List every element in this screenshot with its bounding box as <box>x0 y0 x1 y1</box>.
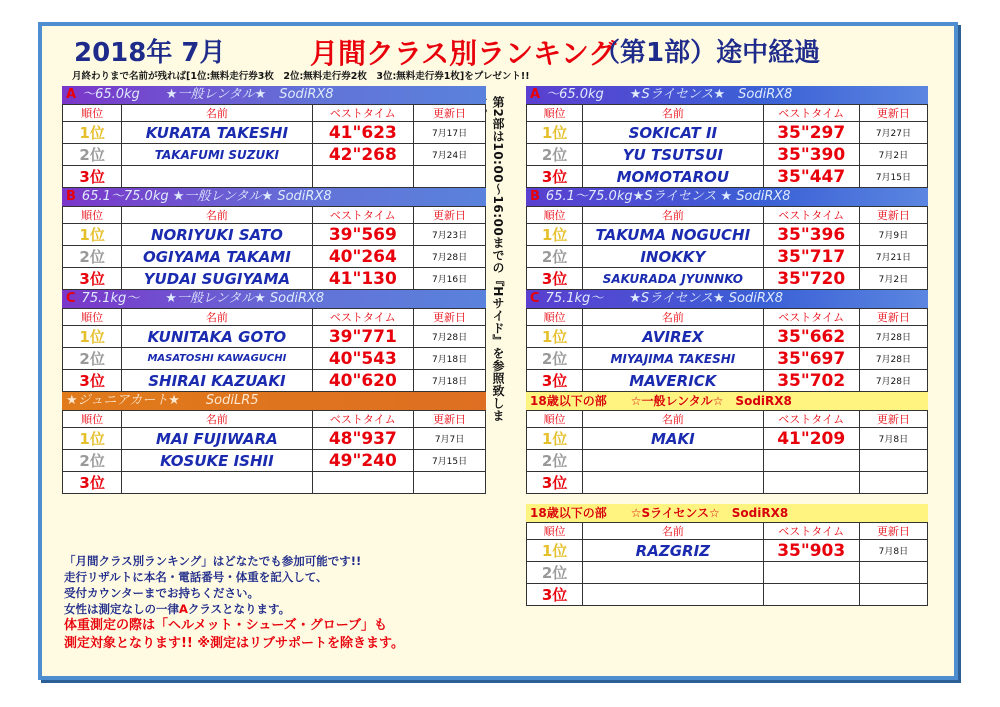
column-header-date: 更新日 <box>859 105 927 122</box>
right-rankings <box>526 86 928 606</box>
ranking-section <box>526 504 928 606</box>
cell-time <box>763 562 859 584</box>
table-row <box>527 246 928 268</box>
column-header-name: 名前 <box>583 523 763 540</box>
column-header-date: 更新日 <box>859 523 927 540</box>
cell-date: 7月8日 <box>859 428 927 450</box>
column-header-name: 名前 <box>122 411 312 428</box>
cell-time: 49"240 <box>312 450 414 472</box>
cell-time: 42"268 <box>312 144 414 166</box>
cell-time <box>763 584 859 606</box>
section-header <box>62 392 486 410</box>
cell-name: TAKAFUMI SUZUKI <box>122 144 312 166</box>
table-row <box>63 326 486 348</box>
cell-name <box>583 472 763 494</box>
cell-rank: 1位 <box>63 428 122 450</box>
cell-date: 7月2日 <box>859 268 927 290</box>
column-header-name: 名前 <box>583 105 763 122</box>
class-letter: B <box>66 189 76 204</box>
cell-name: SAKURADA JYUNNKO <box>583 268 763 290</box>
section-header <box>526 188 928 206</box>
title-main: 月間クラス別ランキング <box>310 37 617 70</box>
cell-time: 35"903 <box>763 540 859 562</box>
cell-date: 7月28日 <box>859 326 927 348</box>
prize-subtitle: 月終わりまで名前が残れば[1位:無料走行券3枚 2位:無料走行券2枚 3位:無料走行券1枚]をプレゼント!! <box>72 71 530 82</box>
cell-name: YUDAI SUGIYAMA <box>122 268 312 290</box>
cell-name <box>122 166 312 188</box>
cell-date: 7月28日 <box>414 246 486 268</box>
cell-rank: 3位 <box>63 370 122 392</box>
cell-date: 7月9日 <box>859 224 927 246</box>
column-header-rank: 順位 <box>527 207 583 224</box>
table-header-row <box>63 309 486 326</box>
cell-date: 7月8日 <box>859 540 927 562</box>
column-header-rank: 順位 <box>527 105 583 122</box>
table-header-row <box>63 105 486 122</box>
table-row <box>527 428 928 450</box>
cell-date: 7月15日 <box>859 166 927 188</box>
table-header-row <box>63 207 486 224</box>
cell-time: 40"543 <box>312 348 414 370</box>
section-label: 18歳以下の部 ☆一般レンタル☆ SodiRX8 <box>530 394 792 408</box>
cell-name: KOSUKE ISHII <box>122 450 312 472</box>
column-header-name: 名前 <box>122 105 312 122</box>
cell-date: 7月23日 <box>414 224 486 246</box>
note-line <box>64 601 504 617</box>
column-header-time: ベストタイム <box>312 105 414 122</box>
section-header <box>526 504 928 522</box>
cell-time: 40"620 <box>312 370 414 392</box>
cell-rank: 2位 <box>63 348 122 370</box>
section-header <box>526 290 928 308</box>
column-header-date: 更新日 <box>414 207 486 224</box>
class-letter: A <box>530 87 541 102</box>
cell-rank: 1位 <box>527 540 583 562</box>
cell-date: 7月17日 <box>414 122 486 144</box>
table-row <box>63 428 486 450</box>
cell-time <box>763 450 859 472</box>
cell-date: 7月15日 <box>414 450 486 472</box>
cell-date <box>859 562 927 584</box>
cell-name: SOKICAT II <box>583 122 763 144</box>
ranking-table <box>526 410 928 494</box>
table-row <box>63 122 486 144</box>
cell-time: 40"264 <box>312 246 414 268</box>
ranking-section <box>62 290 486 392</box>
cell-time: 35"396 <box>763 224 859 246</box>
cell-name: MAKI <box>583 428 763 450</box>
cell-name: TAKUMA NOGUCHI <box>583 224 763 246</box>
cell-date: 7月18日 <box>414 370 486 392</box>
cell-date <box>414 166 486 188</box>
column-header-date: 更新日 <box>859 207 927 224</box>
table-header-row <box>63 411 486 428</box>
section-label: 65.1～75.0kg ★一般レンタル★ SodiRX8 <box>81 189 332 204</box>
ranking-table <box>526 308 928 392</box>
cell-time: 35"717 <box>763 246 859 268</box>
cell-name: MAI FUJIWARA <box>122 428 312 450</box>
column-header-rank: 順位 <box>63 207 122 224</box>
cell-date: 7月28日 <box>414 326 486 348</box>
column-header-time: ベストタイム <box>763 411 859 428</box>
cell-name: OGIYAMA TAKAMI <box>122 246 312 268</box>
cell-rank: 2位 <box>63 246 122 268</box>
table-row <box>63 370 486 392</box>
section-label: ★ジュニアカート★ SodiLR5 <box>66 393 259 408</box>
cell-rank: 1位 <box>527 428 583 450</box>
column-header-rank: 順位 <box>527 411 583 428</box>
cell-rank: 3位 <box>527 472 583 494</box>
cell-name <box>122 472 312 494</box>
ranking-table <box>62 104 486 188</box>
cell-time: 35"297 <box>763 122 859 144</box>
cell-date: 7月24日 <box>414 144 486 166</box>
column-header-time: ベストタイム <box>312 411 414 428</box>
note-line: 受付カウンターまでお持ちください。 <box>64 586 260 600</box>
section-header <box>526 86 928 104</box>
column-header-rank: 順位 <box>63 309 122 326</box>
cell-rank: 3位 <box>63 268 122 290</box>
cell-name <box>583 584 763 606</box>
cell-name: MASATOSHI KAWAGUCHI <box>122 348 312 370</box>
cell-date: 7月2日 <box>859 144 927 166</box>
table-row <box>63 224 486 246</box>
column-header-time: ベストタイム <box>763 309 859 326</box>
class-letter: C <box>66 291 76 306</box>
cell-name: KURATA TAKESHI <box>122 122 312 144</box>
left-rankings <box>62 86 486 494</box>
table-row <box>527 540 928 562</box>
section-label: 65.1～75.0kg★Sライセンス ★ SodiRX8 <box>545 189 791 204</box>
table-row <box>527 450 928 472</box>
note-text: クラスとなります。 <box>187 602 291 616</box>
cell-time: 35"390 <box>763 144 859 166</box>
table-row <box>63 348 486 370</box>
cell-name: NORIYUKI SATO <box>122 224 312 246</box>
column-header-rank: 順位 <box>527 309 583 326</box>
column-header-date: 更新日 <box>859 411 927 428</box>
table-row <box>527 166 928 188</box>
column-header-date: 更新日 <box>414 105 486 122</box>
cell-name: AVIREX <box>583 326 763 348</box>
note-line: 「月間クラス別ランキング」はどなたでも参加可能です!! <box>64 554 362 568</box>
notes-block <box>64 553 504 653</box>
cell-time: 39"771 <box>312 326 414 348</box>
table-header-row <box>527 411 928 428</box>
cell-date: 7月28日 <box>859 348 927 370</box>
column-header-name: 名前 <box>583 207 763 224</box>
cell-rank: 1位 <box>63 224 122 246</box>
table-row <box>527 348 928 370</box>
table-row <box>63 268 486 290</box>
cell-date: 7月28日 <box>859 370 927 392</box>
note-text: 女性は測定なしの一律 <box>64 602 179 616</box>
cell-time: 39"569 <box>312 224 414 246</box>
table-row <box>63 246 486 268</box>
section-label: ～65.0kg ★一般レンタル★ SodiRX8 <box>82 87 334 102</box>
note-line: 走行リザルトに本名・電話番号・体重を記入して、 <box>64 570 328 584</box>
column-header-time: ベストタイム <box>763 523 859 540</box>
cell-time <box>763 472 859 494</box>
cell-name: INOKKY <box>583 246 763 268</box>
section-label: 18歳以下の部 ☆Sライセンス☆ SodiRX8 <box>530 506 789 520</box>
section-header <box>62 290 486 308</box>
table-row <box>527 326 928 348</box>
cell-rank: 2位 <box>63 450 122 472</box>
column-header-rank: 順位 <box>527 523 583 540</box>
column-header-time: ベストタイム <box>312 309 414 326</box>
cell-name: YU TSUTSUI <box>583 144 763 166</box>
cell-name <box>583 450 763 472</box>
column-header-name: 名前 <box>583 309 763 326</box>
title-part: （第1部）途中経過 <box>594 38 821 68</box>
table-header-row <box>527 523 928 540</box>
table-row <box>527 562 928 584</box>
cell-date <box>859 472 927 494</box>
cell-date: 7月21日 <box>859 246 927 268</box>
cell-date <box>859 450 927 472</box>
title-year: 2018年 7月 <box>74 38 226 68</box>
cell-rank: 2位 <box>527 246 583 268</box>
cell-time: 41"623 <box>312 122 414 144</box>
cell-date: 7月27日 <box>859 122 927 144</box>
cell-rank: 2位 <box>527 450 583 472</box>
cell-rank: 1位 <box>527 224 583 246</box>
ranking-table <box>62 410 486 494</box>
cell-time: 41"130 <box>312 268 414 290</box>
cell-name: MOMOTAROU <box>583 166 763 188</box>
table-row <box>527 584 928 606</box>
cell-date <box>859 584 927 606</box>
ranking-section <box>526 290 928 392</box>
column-header-rank: 順位 <box>63 411 122 428</box>
note-line: 測定対象となります!! ※測定はリブサポートを除きます。 <box>64 636 404 651</box>
section-label: 75.1kg～ ★Sライセンス★ SodiRX8 <box>545 291 784 306</box>
table-row <box>527 370 928 392</box>
column-header-date: 更新日 <box>859 309 927 326</box>
cell-rank: 2位 <box>63 144 122 166</box>
cell-rank: 3位 <box>527 584 583 606</box>
cell-rank: 1位 <box>63 326 122 348</box>
cell-time: 35"720 <box>763 268 859 290</box>
section-header <box>526 392 928 410</box>
cell-rank: 3位 <box>527 268 583 290</box>
note-class-letter: A <box>179 602 188 616</box>
column-header-date: 更新日 <box>414 411 486 428</box>
table-row <box>527 268 928 290</box>
class-letter: B <box>530 189 540 204</box>
cell-rank: 1位 <box>63 122 122 144</box>
ranking-section <box>62 188 486 290</box>
cell-name: MIYAJIMA TAKESHI <box>583 348 763 370</box>
cell-time <box>312 472 414 494</box>
ranking-table <box>526 522 928 606</box>
ranking-table <box>62 308 486 392</box>
column-header-name: 名前 <box>122 207 312 224</box>
cell-rank: 2位 <box>527 348 583 370</box>
cell-rank: 3位 <box>63 166 122 188</box>
ranking-section <box>526 86 928 188</box>
table-row <box>63 166 486 188</box>
section-header <box>62 188 486 206</box>
cell-rank: 3位 <box>527 166 583 188</box>
page-title <box>74 32 954 70</box>
cell-date: 7月18日 <box>414 348 486 370</box>
table-row <box>63 144 486 166</box>
column-header-time: ベストタイム <box>763 207 859 224</box>
cell-time: 35"447 <box>763 166 859 188</box>
cell-rank: 1位 <box>527 326 583 348</box>
ranking-section <box>62 392 486 494</box>
ranking-section <box>526 188 928 290</box>
column-header-time: ベストタイム <box>312 207 414 224</box>
table-header-row <box>527 105 928 122</box>
ranking-table <box>526 206 928 290</box>
cell-date: 7月7日 <box>414 428 486 450</box>
cell-name <box>583 562 763 584</box>
section-label: 75.1kg～ ★一般レンタル★ SodiRX8 <box>81 291 325 306</box>
table-row <box>527 472 928 494</box>
column-header-time: ベストタイム <box>763 105 859 122</box>
class-letter: C <box>530 291 540 306</box>
ranking-table <box>526 104 928 188</box>
cell-rank: 2位 <box>527 144 583 166</box>
cell-name: SHIRAI KAZUAKI <box>122 370 312 392</box>
column-header-date: 更新日 <box>414 309 486 326</box>
cell-rank: 1位 <box>527 122 583 144</box>
ranking-section <box>62 86 486 188</box>
column-header-name: 名前 <box>583 411 763 428</box>
ranking-table <box>62 206 486 290</box>
table-row <box>527 144 928 166</box>
cell-date: 7月16日 <box>414 268 486 290</box>
column-header-rank: 順位 <box>63 105 122 122</box>
cell-name: MAVERICK <box>583 370 763 392</box>
cell-name: KUNITAKA GOTO <box>122 326 312 348</box>
ranking-section <box>526 392 928 494</box>
cell-rank: 3位 <box>63 472 122 494</box>
section-label: ～65.0kg ★Sライセンス★ SodiRX8 <box>546 87 793 102</box>
cell-name: RAZGRIZ <box>583 540 763 562</box>
cell-time: 48"937 <box>312 428 414 450</box>
cell-time <box>312 166 414 188</box>
table-row <box>63 450 486 472</box>
note-line: 体重測定の際は「ヘルメット・シューズ・グローブ」も <box>64 618 388 633</box>
column-header-name: 名前 <box>122 309 312 326</box>
cell-time: 41"209 <box>763 428 859 450</box>
table-header-row <box>527 309 928 326</box>
section-header <box>62 86 486 104</box>
cell-rank: 2位 <box>527 562 583 584</box>
cell-rank: 3位 <box>527 370 583 392</box>
class-letter: A <box>66 87 77 102</box>
cell-time: 35"697 <box>763 348 859 370</box>
cell-date <box>414 472 486 494</box>
table-header-row <box>527 207 928 224</box>
cell-time: 35"662 <box>763 326 859 348</box>
table-row <box>527 224 928 246</box>
vertical-note: 第2部は10:00〜16:00までの『Hサイド』を参照致しま <box>491 96 505 422</box>
table-row <box>63 472 486 494</box>
table-row <box>527 122 928 144</box>
cell-time: 35"702 <box>763 370 859 392</box>
